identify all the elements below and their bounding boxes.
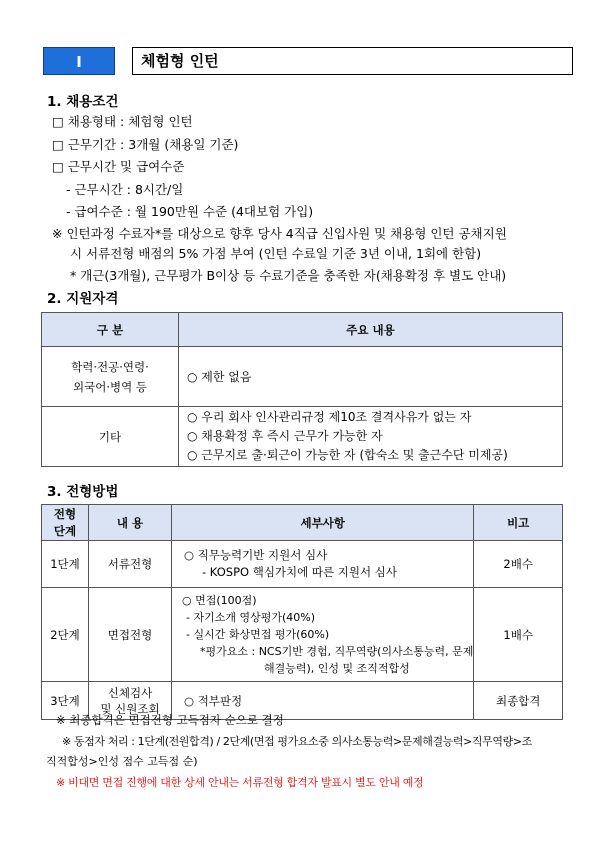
qual-row2-content: ○ 우리 회사 인사관리규정 제10조 결격사유가 없는 자 ○ 채용확정 후 즉시 근무가 가능한 자 ○ 근무지로 출·퇴근이 가능한 자 (합숙소 및 출근수단 미제공) [179,407,563,467]
process-col-stage: 전형 단계 [42,505,89,541]
process-row1-details: ○ 직무능력기반 지원서 심사 - KOSPO 핵심가치에 따른 지원서 심사 [172,541,474,588]
qual-col-category: 구 분 [42,313,179,347]
process-row1-stage: 1단계 [42,541,89,588]
process-row2-stage: 2단계 [42,588,89,682]
process-col-details: 세부사항 [172,505,474,541]
condition-hours-pay: □ 근무시간 및 급여수준 [52,159,185,174]
process-row1-note: 2배수 [474,541,563,588]
process-col-note: 비고 [474,505,563,541]
qual-row2-label: 기타 [42,407,179,467]
condition-period: □ 근무기간 : 3개월 (채용일 기준) [52,137,239,152]
qual-row1-label: 학력·전공·연령· 외국어·병역 등 [42,347,179,407]
qual-col-content: 주요 내용 [179,313,563,347]
heading-process: 3. 전형방법 [47,484,119,500]
process-table [41,504,563,720]
heading-conditions: 1. 채용조건 [47,94,119,110]
process-row3-note: 최종합격 [474,682,563,720]
process-row3-details: ○ 적부판정 [172,682,474,720]
heading-qualifications: 2. 지원자격 [47,291,119,307]
qualification-table [41,312,563,467]
process-col-content: 내 용 [89,505,172,541]
condition-pay: - 급여수준 : 월 190만원 수준 (4대보험 가입) [66,204,314,219]
note-tie-cont: 직적합성>인성 점수 고득점 순) [46,755,198,768]
section-number: Ⅰ [43,47,115,75]
process-row2-note: 1배수 [474,588,563,682]
condition-hours: - 근무시간 : 8시간/일 [66,182,184,197]
process-row1-content: 서류전형 [89,541,172,588]
process-row3-content: 신체검사 및 신원조회 [89,682,172,720]
process-row3-stage: 3단계 [42,682,89,720]
qual-row1-content: ○ 제한 없음 [179,347,563,407]
condition-type: □ 채용형태 : 체험형 인턴 [52,114,193,129]
process-row2-content: 면접전형 [89,588,172,682]
note-tie: ※ 동점자 처리 : 1단계(전원합격) / 2단계(면접 평가요소중 의사소통능력>문제해결능력>직무역량>조 [62,735,532,748]
note-online-interview: ※ 비대면 면접 진행에 대한 상세 안내는 서류전형 합격자 발표시 별도 안내 예정 [56,776,424,789]
note-final: ※ 최종합격은 면접전형 고득점자 순으로 결정 [56,713,284,727]
section-title: 체험형 인턴 [132,47,573,75]
note-completion: * 개근(3개월), 근무평가 B이상 등 수료기준을 충족한 자(채용확정 후 별도 안내) [70,268,507,283]
note-bonus: ※ 인턴과정 수료자*를 대상으로 향후 당사 4직급 신입사원 및 채용형 인턴 공채지원 [52,226,507,241]
process-row2-details: ○ 면접(100점) - 자기소개 영상평가(40%) - 실시간 화상면접 평가(60%) *평가요소 : NCS기반 경험, 직무역량(의사소통능력, 문제 해결능력), 인성 및 조직적합성 [172,588,474,682]
note-bonus-cont: 시 서류전형 배점의 5% 가점 부여 (인턴 수료일 기준 3년 이내, 1회에 한함) [70,246,482,261]
